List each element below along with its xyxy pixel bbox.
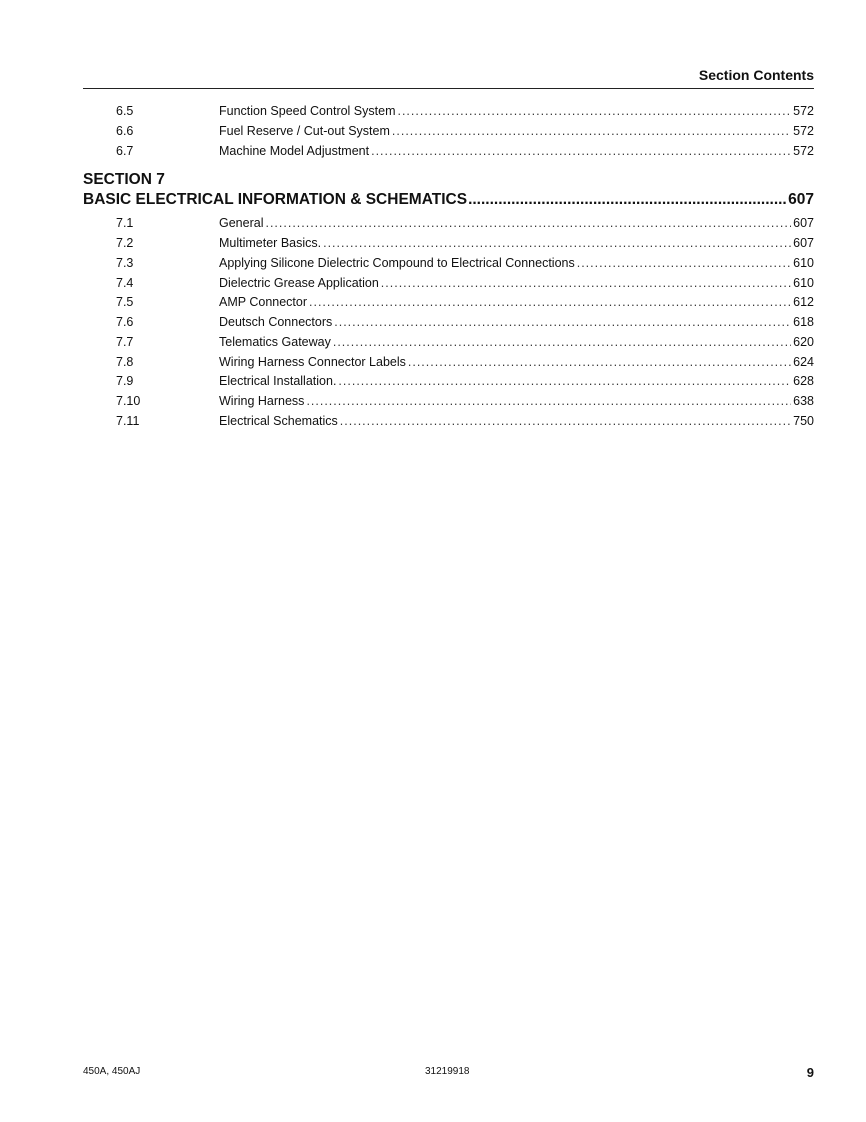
toc-leader-dots	[371, 141, 791, 161]
toc-leader-dots	[408, 352, 791, 372]
toc-leader-dots	[306, 391, 791, 411]
toc-entry-page: 620	[793, 335, 814, 349]
toc-entry-number: 7.5	[116, 295, 134, 309]
toc-entry-page: 572	[793, 124, 814, 138]
toc-leader-dots	[381, 273, 791, 293]
toc-entry-title: Applying Silicone Dielectric Compound to Electrical Connections	[219, 256, 575, 270]
toc-entry-page: 618	[793, 315, 814, 329]
toc-entry-page: 750	[793, 414, 814, 428]
toc-entry-number: 6.6	[116, 124, 134, 138]
toc-entry-number: 7.3	[116, 256, 134, 270]
toc-entry-number: 7.1	[116, 216, 134, 230]
toc-entry[interactable]	[83, 233, 814, 253]
toc-entry-page: 607	[793, 236, 814, 250]
footer-doc-number: 31219918	[425, 1066, 470, 1077]
toc-entry[interactable]	[83, 121, 814, 141]
toc-entry[interactable]	[83, 312, 814, 332]
toc-leader-dots	[392, 121, 791, 141]
toc-entry-title: Wiring Harness	[219, 394, 305, 408]
toc-entry[interactable]	[83, 141, 814, 161]
toc-entry-number: 7.7	[116, 335, 134, 349]
toc-entry-title: Dielectric Grease Application	[219, 276, 379, 290]
section-heading-entry[interactable]	[83, 189, 814, 211]
section-page: 607	[788, 191, 814, 208]
toc-entry-title: Wiring Harness Connector Labels	[219, 355, 406, 369]
section-title: BASIC ELECTRICAL INFORMATION & SCHEMATICS	[83, 191, 468, 208]
toc-entry-page: 572	[793, 144, 814, 158]
toc-leader-dots	[334, 312, 791, 332]
toc-entry[interactable]	[83, 391, 814, 411]
toc-entry[interactable]	[83, 292, 814, 312]
toc-entry[interactable]	[83, 371, 814, 391]
toc-entry[interactable]	[83, 253, 814, 273]
toc-entry-number: 7.11	[116, 414, 140, 428]
page-header-title: Section Contents	[698, 67, 814, 83]
toc-entry-page: 572	[793, 104, 814, 118]
toc-entry-title: Fuel Reserve / Cut-out System	[219, 124, 390, 138]
toc-entry[interactable]	[83, 273, 814, 293]
toc-entry-title: Multimeter Basics.	[219, 236, 322, 250]
toc-entry-title: Deutsch Connectors	[219, 315, 333, 329]
toc-leader-dots	[333, 332, 791, 352]
toc-leader-dots	[338, 371, 791, 391]
toc-entry[interactable]	[83, 101, 814, 121]
toc-entry-title: Electrical Installation.	[219, 374, 337, 388]
toc-entry[interactable]	[83, 352, 814, 372]
toc-entry-page: 612	[793, 295, 814, 309]
toc-entry-number: 7.8	[116, 355, 134, 369]
toc-leader-dots	[265, 213, 791, 233]
toc-entry-page: 607	[793, 216, 814, 230]
toc-leader-dots	[577, 253, 791, 273]
toc-entry-page: 610	[793, 256, 814, 270]
toc-entry-number: 7.2	[116, 236, 134, 250]
toc-leader-dots	[323, 233, 791, 253]
section-label: SECTION 7	[83, 171, 165, 188]
toc-entry-page: 628	[793, 374, 814, 388]
toc-entry-title: Telematics Gateway	[219, 335, 331, 349]
header-divider	[83, 88, 814, 89]
toc-leader-dots	[468, 189, 787, 211]
toc-entry-title: General	[219, 216, 264, 230]
toc-entry-page: 610	[793, 276, 814, 290]
toc-entry-number: 6.5	[116, 104, 134, 118]
toc-entry-number: 6.7	[116, 144, 134, 158]
toc-leader-dots	[340, 411, 791, 431]
footer-page-number: 9	[806, 1065, 814, 1080]
toc-entry-title: Machine Model Adjustment	[219, 144, 370, 158]
toc-entry-page: 638	[793, 394, 814, 408]
toc-entry[interactable]	[83, 213, 814, 233]
toc-entry-number: 7.6	[116, 315, 134, 329]
toc-entry-title: Electrical Schematics	[219, 414, 338, 428]
footer-model: 450A, 450AJ	[83, 1066, 141, 1077]
toc-entry[interactable]	[83, 332, 814, 352]
toc-leader-dots	[309, 292, 791, 312]
toc-entry-number: 7.9	[116, 374, 134, 388]
toc-entry-title: AMP Connector	[219, 295, 308, 309]
toc-entry[interactable]	[83, 411, 814, 431]
toc-leader-dots	[397, 101, 791, 121]
toc-entry-title: Function Speed Control System	[219, 104, 396, 118]
toc-entry-number: 7.10	[116, 394, 141, 408]
toc-entry-page: 624	[793, 355, 814, 369]
toc-entry-number: 7.4	[116, 276, 134, 290]
